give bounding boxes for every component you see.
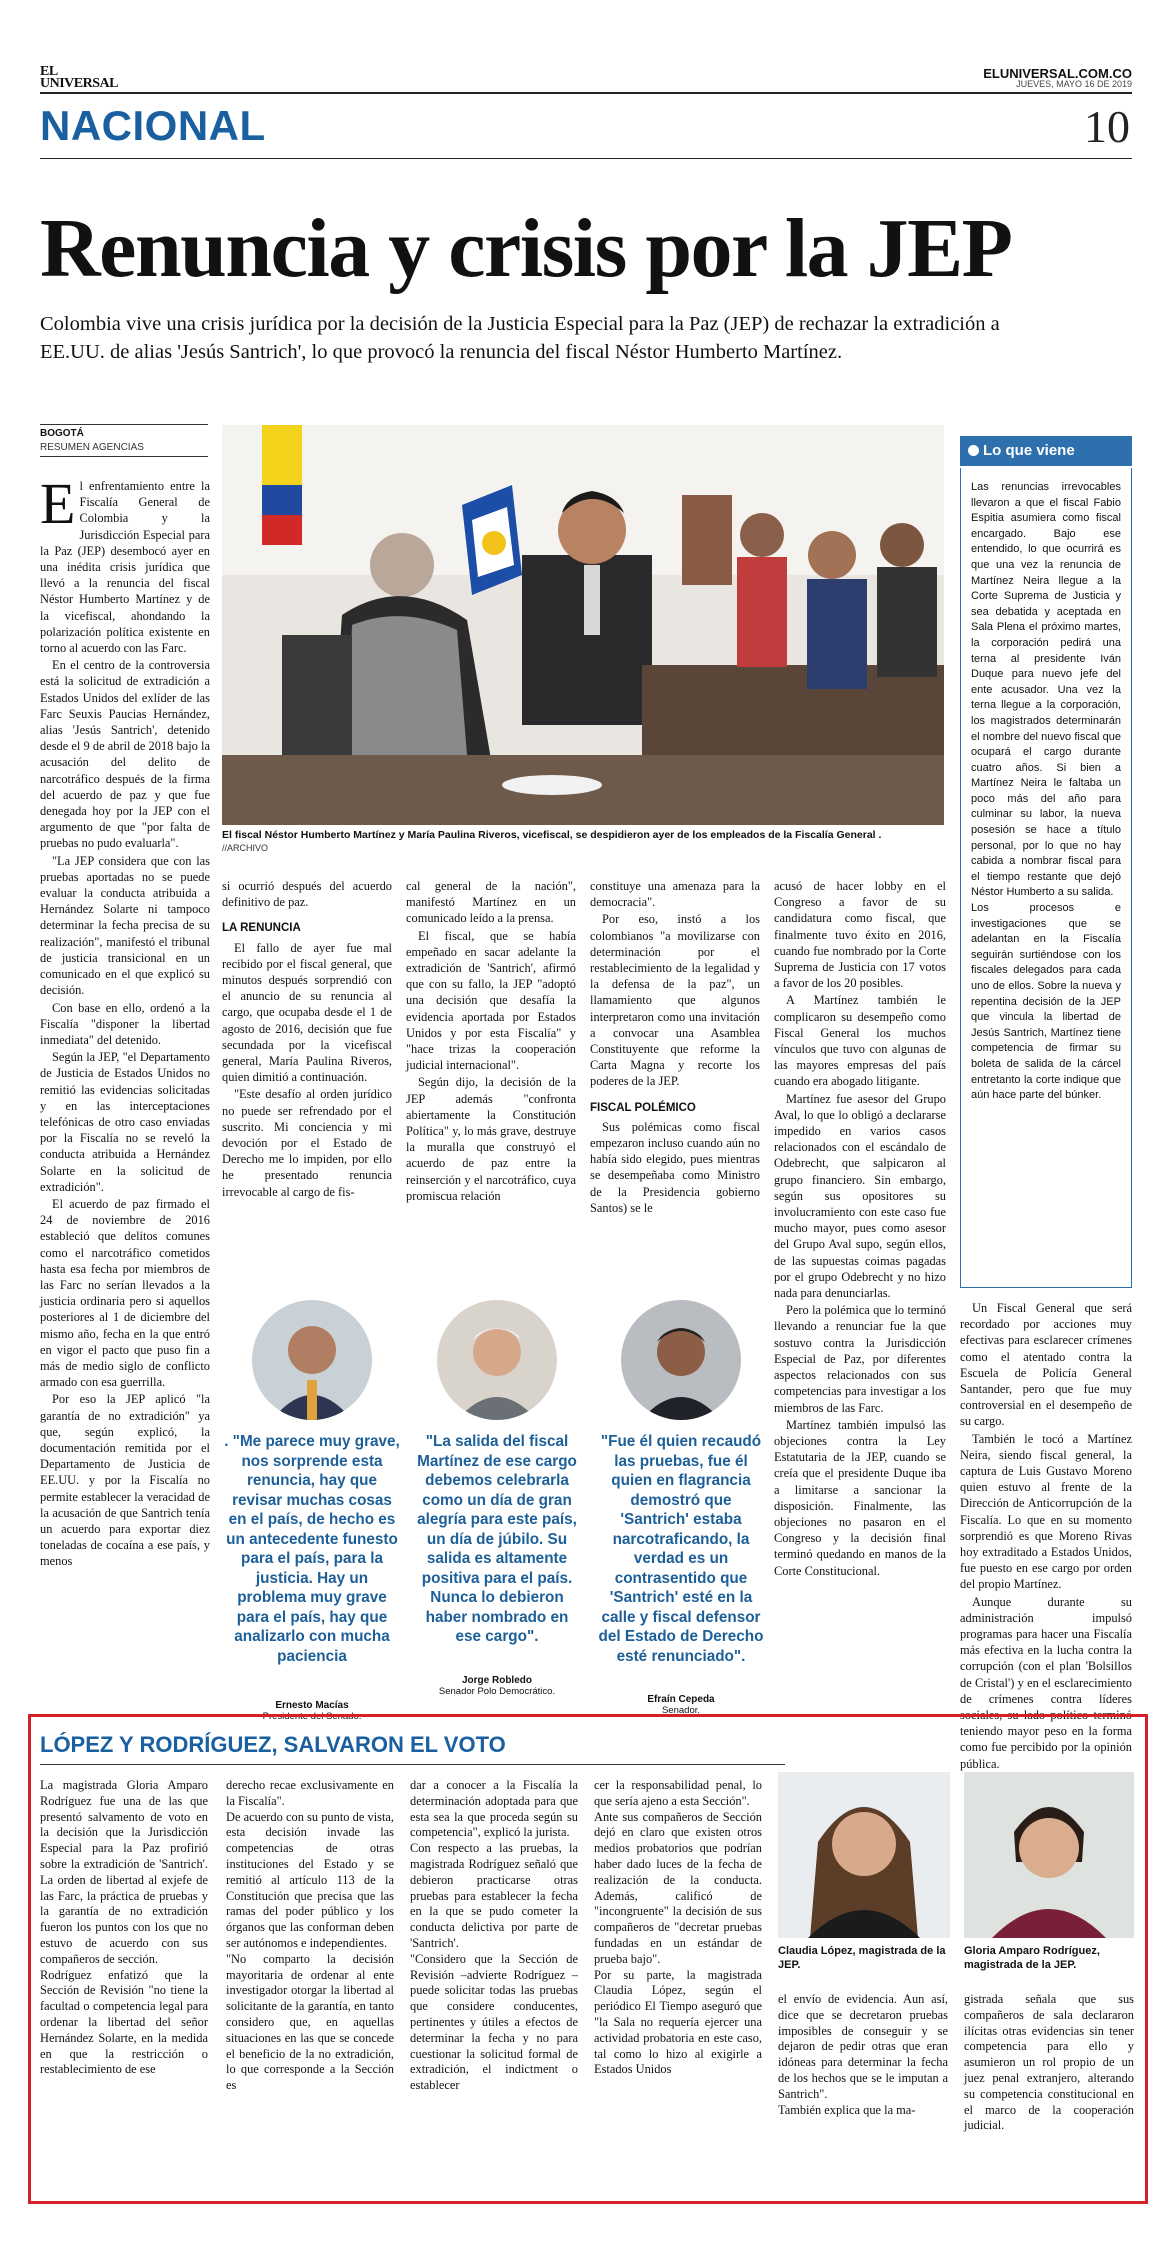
- quote-block-macias: [222, 1300, 402, 1722]
- box-column-6: gistrada señala que sus compañeros de sala declararon ilícitas otras evidencias sin tener competencia para ello y asumieron un rol propio de un juez penal extranjero, alterando su competencia constitucional en el marco de la cooperación judicial.: [964, 1992, 1134, 2133]
- article-column-3: [406, 878, 576, 1205]
- article-column-4: [590, 878, 760, 1217]
- byline-place: BOGOTÁ: [40, 428, 84, 439]
- paragraph: cal general de la nación", manifestó Martínez en un comunicado leído a la prensa.: [406, 879, 576, 926]
- logo-bottom: UNIVERSAL: [40, 76, 118, 91]
- quote-block-cepeda: [596, 1300, 766, 1716]
- masthead-rule: [40, 92, 1132, 94]
- paragraph: El fallo de ayer fue mal recibido por el fiscal general, que minutos después sorprendió con el anuncio de su renuncia al cargo, que ocupaba desde el 1 de agosto de 2016, decisión que fue secundada por la vicefiscal general, María Paulina Riveros, quien dimitió a continuación.: [222, 940, 392, 1085]
- quote-name: Jorge Robledo: [461, 1674, 532, 1686]
- subhead: FISCAL POLÉMICO: [590, 1101, 696, 1114]
- portrait-macias: [252, 1300, 372, 1420]
- box-column-2: derecho recae exclusivamente en la Fiscalía". De acuerdo con su punto de vista, esta decisión invade las competencias de otras instituciones del Estado y se remitió al artículo 113 de la Constitución que precisa que las ramas del poder público y los órganos que las conforman deben ser autónomos e independientes. "No comparto la decisión mayoritaria de ordenar al ente investigador otorgar la libertad al solicitante de la garantía, en tanto considero que, en aquellas situaciones en las que se concede el beneficio de la no extradición, lo que corresponde a la Sección es: [226, 1778, 394, 2093]
- portrait-image: [437, 1300, 557, 1420]
- paragraph: Sus polémicas como fiscal empezaron incluso cuando aún no había sido elegido, pues mientras se desempeñaba como Ministro de la Presidencia gobierno Santos) se le: [590, 1119, 760, 1215]
- photo-image: [778, 1772, 950, 1938]
- sidebar-paragraph: Los procesos e investigaciones que se adelantan en la Fiscalía seguirán surtiéndose con los fiscales delegados para cada uno de ellos. Sobre la nueva y repentina decisión de la JEP que vincula la libertad de Jesús Santrich, Martínez tiene competencia de firmar su boleta de salida de la cárcel entretanto la corte indique que aún hace parte del búnker.: [971, 902, 1121, 1102]
- paragraph: También le tocó a Martínez Neira, siendo fiscal general, la captura de Luis Gustavo Moreno quien estuvo al frente de la Dirección de Anticorrupción de la Fiscalía. Lo que en su momento sorprendió es que Moreno Rivas hoy extraditado a Estados Unidos, fue puesto en ese cargo por orden del propio Martínez.: [960, 1431, 1132, 1592]
- subhead: LA RENUNCIA: [222, 922, 301, 935]
- sidebar-header: [960, 436, 1132, 466]
- photo-credit: //ARCHIVO: [222, 843, 269, 853]
- sidebar-box: [960, 468, 1132, 1288]
- quote-text: "Fue él quien recaudó las pruebas, fue él quien en flagrancia demostró que 'Santrich' estaba narcotraficando, la verdad es un contrasentido que 'Santrich' esté en la calle y fiscal defensor del Estado de Derecho esté renunciado".: [598, 1433, 764, 1665]
- sidebar-title: Lo que viene: [983, 442, 1075, 459]
- paragraph: l enfrentamiento entre la Fiscalía General de Colombia y la Jurisdicción Especial para la Paz (JEP) desembocó ayer en una inédita crisis jurídica que llevó a la renuncia del fiscal Néstor Humberto Martínez y de la vicefiscal, ahondando la polarización política existente en torno al acuerdo con las Farc.: [40, 479, 210, 656]
- paragraph: Según dijo, la decisión de la JEP además "confronta abiertamente la Constitución Política" y, lo más grave, destruye la muralla que construyó el acuerdo de paz entre la reinserción y el narcotráfico, cuya promiscua relación: [406, 1075, 576, 1203]
- box-column-1: La magistrada Gloria Amparo Rodríguez fue una de las que presentó salvamento de voto en la decisión que la Jurisdicción Especial para la Paz profirió sobre la extradición de 'Santrich'. La orden de libertad al exjefe de las Farc, la práctica de pruebas y la garantía de no extradición fueron los puntos con los que no estuvo de acuerdo con sus compañeros de sección. Rodríguez enfatizó que la Sección de Revisión "no tiene la facultad o competencia legal para ordenar la libertad del señor Hernández Solarte, en la medida en que la restricción o restablecimiento de ese: [40, 1778, 208, 2077]
- sidebar-paragraph: Las renuncias irrevocables llevaron a que el fiscal Fabio Espitia asumiera como fiscal encargado. Bajo ese entendido, lo que ocurrirá es que una vez la renuncia de Martínez Neira llegue a la Corte Suprema de Justicia y sea debatida y aceptada en Sala Plena el próximo martes, la corporación pedirá una terna al presidente Iván Duque para nuevo jefe del ente acusador. Una vez la terna llegue a la corporación, los magistrados determinarán el nombre del nuevo fiscal que ocupará el cargo durante cuatro años. Si bien a Martínez Neira le faltaba un poco más del año para culminar su labor, la nueva posesión se hace a título personal, por lo que no hay cabida a nombrar fiscal para el tiempo restante que dejó Néstor Humberto a su salida.: [971, 481, 1121, 899]
- paragraph: Pero la polémica que lo terminó llevando a renunciar fue la que sostuvo contra la Jurisdicción Especial de Paz, por diferentes aspectos relacionados con sus competencias para investigar a los miembros de las Farc.: [774, 1303, 946, 1415]
- quote-name: Efraín Cepeda: [647, 1694, 715, 1705]
- headline: Renuncia y crisis por la JEP: [40, 202, 1012, 295]
- drop-cap: E: [40, 471, 76, 536]
- issue-date: JUEVES, MAYO 16 DE 2019: [1016, 79, 1132, 89]
- caption-claudia-lopez: Claudia López, magistrada de la JEP.: [778, 1945, 946, 1971]
- paragraph: Martínez también impulsó las objeciones contra la Ley Estatutaria de la JEP, cuando se creía que el presidente Duque iba a limitarse a sancionar la disposición. Finalmente, las objeciones no pasaron en el Congreso y la decisión final terminó quedando en manos de la Corte Constitucional.: [774, 1417, 946, 1578]
- byline-agency: RESUMEN AGENCIAS: [40, 442, 144, 453]
- paragraph: A Martínez también le complicaron su desempeño como Fiscal General los muchos vínculos que tuvo con algunas de las mayores empresas del país cuando era abogado litigante.: [774, 993, 946, 1089]
- box-column-3: dar a conocer a la Fiscalía la determinación adoptada para que esta sea la que proceda según su competencia", explicó la jurista. Con respecto a las pruebas, la magistrada Rodríguez señaló que debieron practicarse otras pruebas para establecer la fecha en la que se pudo cometer la conducta delictiva por parte de 'Santrich'. "Considero que la Sección de Revisión –advierte Rodríguez – puede solicitar todas las pruebas que considere conducentes, pertinentes y útiles a efectos de determinar la fecha y no para cuestionar la solicitud formal de extradición, el indictment o establecer: [410, 1778, 578, 2093]
- main-photo-image: [222, 425, 944, 825]
- paragraph: acusó de hacer lobby en el Congreso a favor de su candidatura como fiscal, que finalmente tuvo éxito en 2016, cuando fue nombrado por la Corte Suprema de Justicia con 17 votos a favor de los 20 posibles.: [774, 879, 946, 991]
- photo-claudia-lopez: [778, 1772, 950, 1938]
- quote-role: Presidente del Senado.: [262, 1711, 362, 1722]
- quote-role: Senador.: [661, 1705, 701, 1716]
- bullet-icon: [968, 445, 979, 456]
- paragraph: El fiscal, que se había empeñado en sacar adelante la extradición de 'Santrich', afirmó que con su fallo, la JEP "adoptó una decisión que desafía la evidencia aportada por Estados Unidos y por esta Fiscalía" y "hace trizas la cooperación judicial internacional".: [406, 928, 576, 1073]
- paragraph: En el centro de la controversia está la solicitud de extradición a Estados Unidos del exlíder de las Farc Seuxis Paucias Hernández, alias 'Jesús Santrich', detenido desde el 9 de abril de 2018 bajo la acusación del delito de narcotráfico después de la firma del acuerdo de paz y que fue denegada hoy por la JEP con el argumento de que "por falta de pruebas no pudo evaluarla".: [40, 658, 210, 851]
- article-column-2: [222, 878, 392, 1201]
- paragraph: si ocurrió después del acuerdo definitivo de paz.: [222, 879, 392, 910]
- paragraph: "La JEP considera que con las pruebas aportadas no se puede evaluar la conducta atribuida a Hernández Solarte ni tampoco determinar la fecha precisa de su realización", manifestó el tribunal de justicia transicional en un comunicado en el que explicó su decisión.: [40, 853, 210, 998]
- article-column-6: [960, 1300, 1132, 1773]
- logo-top: EL: [40, 64, 58, 79]
- paragraph: Por eso la JEP aplicó "la garantía de no extradición" ya que, según explicó, la documentación remitida por el Departamento de Justicia de EE.UU. y por la Fiscalía no permite establecer la veracidad de la acusación de que Santrich tenía un acuerdo para exportar diez toneladas de cocaína a ese país, y menos: [40, 1392, 210, 1569]
- quote-role: Senador Polo Democrático.: [438, 1685, 556, 1697]
- photo-gloria-rodriguez: [964, 1772, 1134, 1938]
- paragraph: Aunque durante su administración impulsó programas para hacer una Fiscalía más efectiva en la lucha contra la corrupción (con el plan 'Bolsillos de Cristal') y en el esclarecimiento de crímenes contra líderes sociales, su lado político terminó teniendo mayor peso en la forma como fue percibido por la opinión pública.: [960, 1594, 1132, 1771]
- byline-rule-top: [40, 424, 208, 425]
- quote-name: Ernesto Macías: [275, 1700, 349, 1711]
- paragraph: Un Fiscal General que será recordado por acciones muy efectivas para esclarecer crímenes como el atentado contra la Escuela de Policía General Santander, pero que fue muy controversial en el desempeño de su cargo.: [960, 1301, 1132, 1429]
- caption-gloria-rodriguez: Gloria Amparo Rodríguez, magistrada de la JEP.: [964, 1945, 1100, 1971]
- box-column-4: cer la responsabilidad penal, lo que sería ajeno a esta Sección". Ante sus compañeros de Sección dejó en claro que existen otros medios probatorios que podrían haber dado luces de la fecha de realización de la conducta. Además, calificó de "incongruente" la decisión de sus compañeros de "decretar pruebas fundadas en un estándar de prueba bajo". Por su parte, la magistrada Claudia López, según el periódico El Tiempo aseguró que "la Sala no requería ejercer una actividad probatoria en este caso, tal como lo hizo al exigirle a Estados Unidos: [594, 1778, 762, 2077]
- newspaper-logo: [40, 66, 118, 90]
- paragraph: Con base en ello, ordenó a la Fiscalía "disponer la libertad inmediata" del detenido.: [40, 1000, 210, 1047]
- section-rule: [40, 158, 1132, 159]
- article-column-5: [774, 878, 946, 1580]
- quote-block-robledo: [412, 1300, 582, 1697]
- photo-image: [964, 1772, 1134, 1938]
- portrait-cepeda: [621, 1300, 741, 1420]
- paragraph: Martínez fue asesor del Grupo Aval, lo que lo obligó a declararse impedido en varios casos relacionados con el escándalo de Odebrecht, que salpicaron al grupo financiero. Sin embargo, según sus opositores su involucramiento con este caso fue mucho mayor, pues como asesor del Grupo Aval supo, según ellos, de las supuestas coimas pagadas por el grupo Odebrecht y no hizo nada para denunciarlas.: [774, 1091, 946, 1301]
- box-column-5: el envío de evidencia. Aun así, dice que se decretaron pruebas imposibles de conseguir y se dejaron de pedir otras que eran idóneas para determinar la fecha de los hechos que se le imputan a Santrich". También explica que la ma-: [778, 1992, 948, 2117]
- box-title-rule: [40, 1764, 785, 1765]
- paragraph: El acuerdo de paz firmado el 24 de noviembre de 2016 estableció que delitos comunes como el narcotráfico cometidos hasta esa fecha por miembros de las Farc no serían llevados a la justicia ordinaria pero si aquellos posteriores al 1 de diciembre del mismo año, fecha en la que entró en vigor el pacto que puso fin a más de medio siglo de conflicto armado con esa guerrilla.: [40, 1196, 210, 1390]
- quote-text: . "Me parece muy grave, nos sorprende esta renuncia, hay que revisar muchas cosas en el país, de hecho es un antecedente funesto para el país, para la justicia. Hay un problema muy grave para el país, hay que analizarlo con mucha paciencia: [224, 1433, 400, 1665]
- page-number: 10: [1084, 101, 1130, 152]
- quote-text: "La salida del fiscal Martínez de ese cargo debemos celebrarla como un día de gran alegría para este país, un día de júbilo. Su salida es altamente positiva para el país. Nunca lo debieron haber nombrado en ese cargo".: [417, 1433, 577, 1645]
- paragraph: Por eso, instó a los colombianos "a movilizarse con determinación por el restablecimiento de la legalidad y la defensa de la paz", un llamamiento que algunos interpretaron como una invitación a convocar una Asamblea Constituyente que reforme la Carta Magna y recorte los poderes de la JEP.: [590, 912, 760, 1089]
- deck: Colombia vive una crisis jurídica por la decisión de la Justicia Especial para la Paz (JEP) de rechazar la extradición a EE.UU. de alias 'Jesús Santrich', lo que provocó la renuncia del fiscal Néstor Humberto Martínez.: [40, 313, 1000, 363]
- portrait-robledo: [437, 1300, 557, 1420]
- main-photo: [222, 425, 944, 825]
- portrait-image: [621, 1300, 741, 1420]
- portrait-image: [252, 1300, 372, 1420]
- site-url[interactable]: ELUNIVERSAL.COM.CO: [983, 66, 1132, 81]
- photo-caption: El fiscal Néstor Humberto Martínez y María Paulina Riveros, vicefiscal, se despidieron ayer de los empleados de la Fiscalía General .: [222, 829, 882, 841]
- box-title: LÓPEZ Y RODRÍGUEZ, SALVARON EL VOTO: [40, 1732, 506, 1757]
- section-name: NACIONAL: [40, 102, 266, 149]
- paragraph: constituye una amenaza para la democracia".: [590, 879, 760, 910]
- paragraph: "Este desafío al orden jurídico no puede ser refrendado por el suscrito. Mi conciencia y mi devoción por el Estado de Derecho me lo impiden, por ello he presentado renuncia irrevocable al cargo de fis-: [222, 1087, 392, 1199]
- article-column-1: [40, 471, 210, 1571]
- paragraph: Según la JEP, "el Departamento de Justicia de Estados Unidos no remitió las evidencias solicitadas y en las interceptaciones telefónicas de otro caso enviadas por la Fiscalía no se reveló la conducta atribuida a Hernández Solarte en la solicitud de extradición".: [40, 1050, 210, 1194]
- byline-rule-bottom: [40, 456, 208, 457]
